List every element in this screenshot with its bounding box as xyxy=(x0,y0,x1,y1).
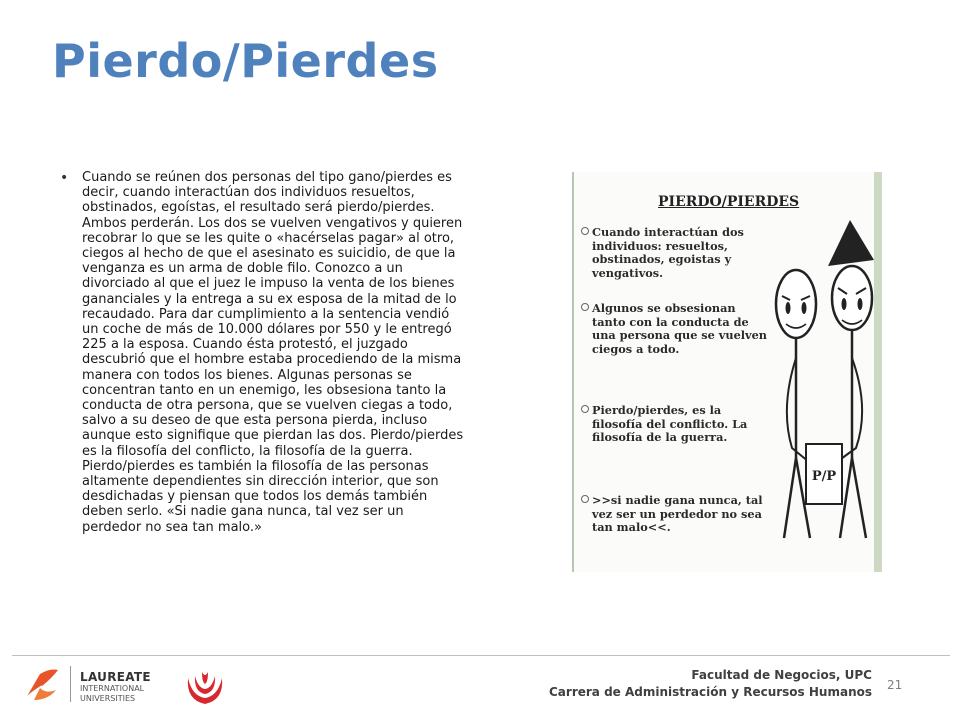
illustration-image xyxy=(572,172,882,572)
footer-credits xyxy=(549,667,872,701)
circle-bullet-icon xyxy=(581,495,589,503)
slide-body-text: Cuando se reúnen dos personas del tipo gano/pierdes es decir, cuando interactúan dos individuos resueltos, obstinados, egoístas, el resultado será pierdo/pierdes. Ambos perderán. Los dos se vuelven vengativos y quieren recobrar lo que se les quite o «hacérselas pagar» al otro, ciegos al hecho de que el asesinato es suicidio, de que la venganza es un arma de doble filo. Conozco a un divorciado al que el juez le impuso la venta de los bienes gananciales y la entrega a su ex esposa de la mitad de lo recaudado. Para dar cumplimiento a la sentencia vendió un coche de más de 10.000 dólares por 550 y le entregó 225 a la esposa. Cuando ésta protestó, el juzgado descubrió que el hombre estaba procediendo de la misma manera con todos los bienes. Algunas personas se concentran tanto en un enemigo, les obsesiona tanto la conducta de otra persona, que se vuelven ciegas a todo, salvo a su deseo de que esta persona pierda, incluso aunque esto signifique que pierdan las dos. Pierdo/pierdes es la filosofía del conflicto, la filosofía de la guerra. Pierdo/pierdes es también la filosofía de las personas altamente dependientes sin dirección interior, que son desdichadas y piensan que todos los demás también deben serlo. «Si nadie gana nunca, tal vez ser un perdedor no sea tan malo.» xyxy=(82,170,464,535)
laureate-name: LAUREATE xyxy=(80,670,151,684)
image-list-item: Pierdo/pierdes, es la filosofía del conflicto. La filosofía de la guerra. xyxy=(582,404,768,445)
footer-career: Carrera de Administración y Recursos Humanos xyxy=(549,685,872,699)
laureate-leaf-icon xyxy=(22,664,62,704)
slide-title: Pierdo/Pierdes xyxy=(52,34,439,88)
image-list-item: >>si nadie gana nunca, tal vez ser un perdedor no sea tan malo<<. xyxy=(582,494,768,535)
image-list-item: Cuando interactúan dos individuos: resueltos, obstinados, egoistas y vengativos. xyxy=(582,226,768,280)
footer-divider xyxy=(12,655,950,656)
bullet-marker: • xyxy=(60,170,69,186)
two-stick-figures-illustration xyxy=(770,208,880,548)
upc-logo-icon xyxy=(182,668,228,708)
laureate-logo xyxy=(22,664,172,704)
circle-bullet-icon xyxy=(581,405,589,413)
sign-text: P/P xyxy=(811,469,837,484)
circle-bullet-icon xyxy=(581,227,589,235)
laureate-subtitle: INTERNATIONAL UNIVERSITIES xyxy=(80,684,145,703)
page-number: 21 xyxy=(887,678,903,692)
logo-separator xyxy=(70,666,71,702)
circle-bullet-icon xyxy=(581,303,589,311)
image-list-item: Algunos se obsesionan tanto con la conducta de una persona que se vuelven ciegos a todo. xyxy=(582,302,768,356)
image-heading: PIERDO/PIERDES xyxy=(658,194,800,210)
footer-faculty: Facultad de Negocios, UPC xyxy=(691,668,872,682)
